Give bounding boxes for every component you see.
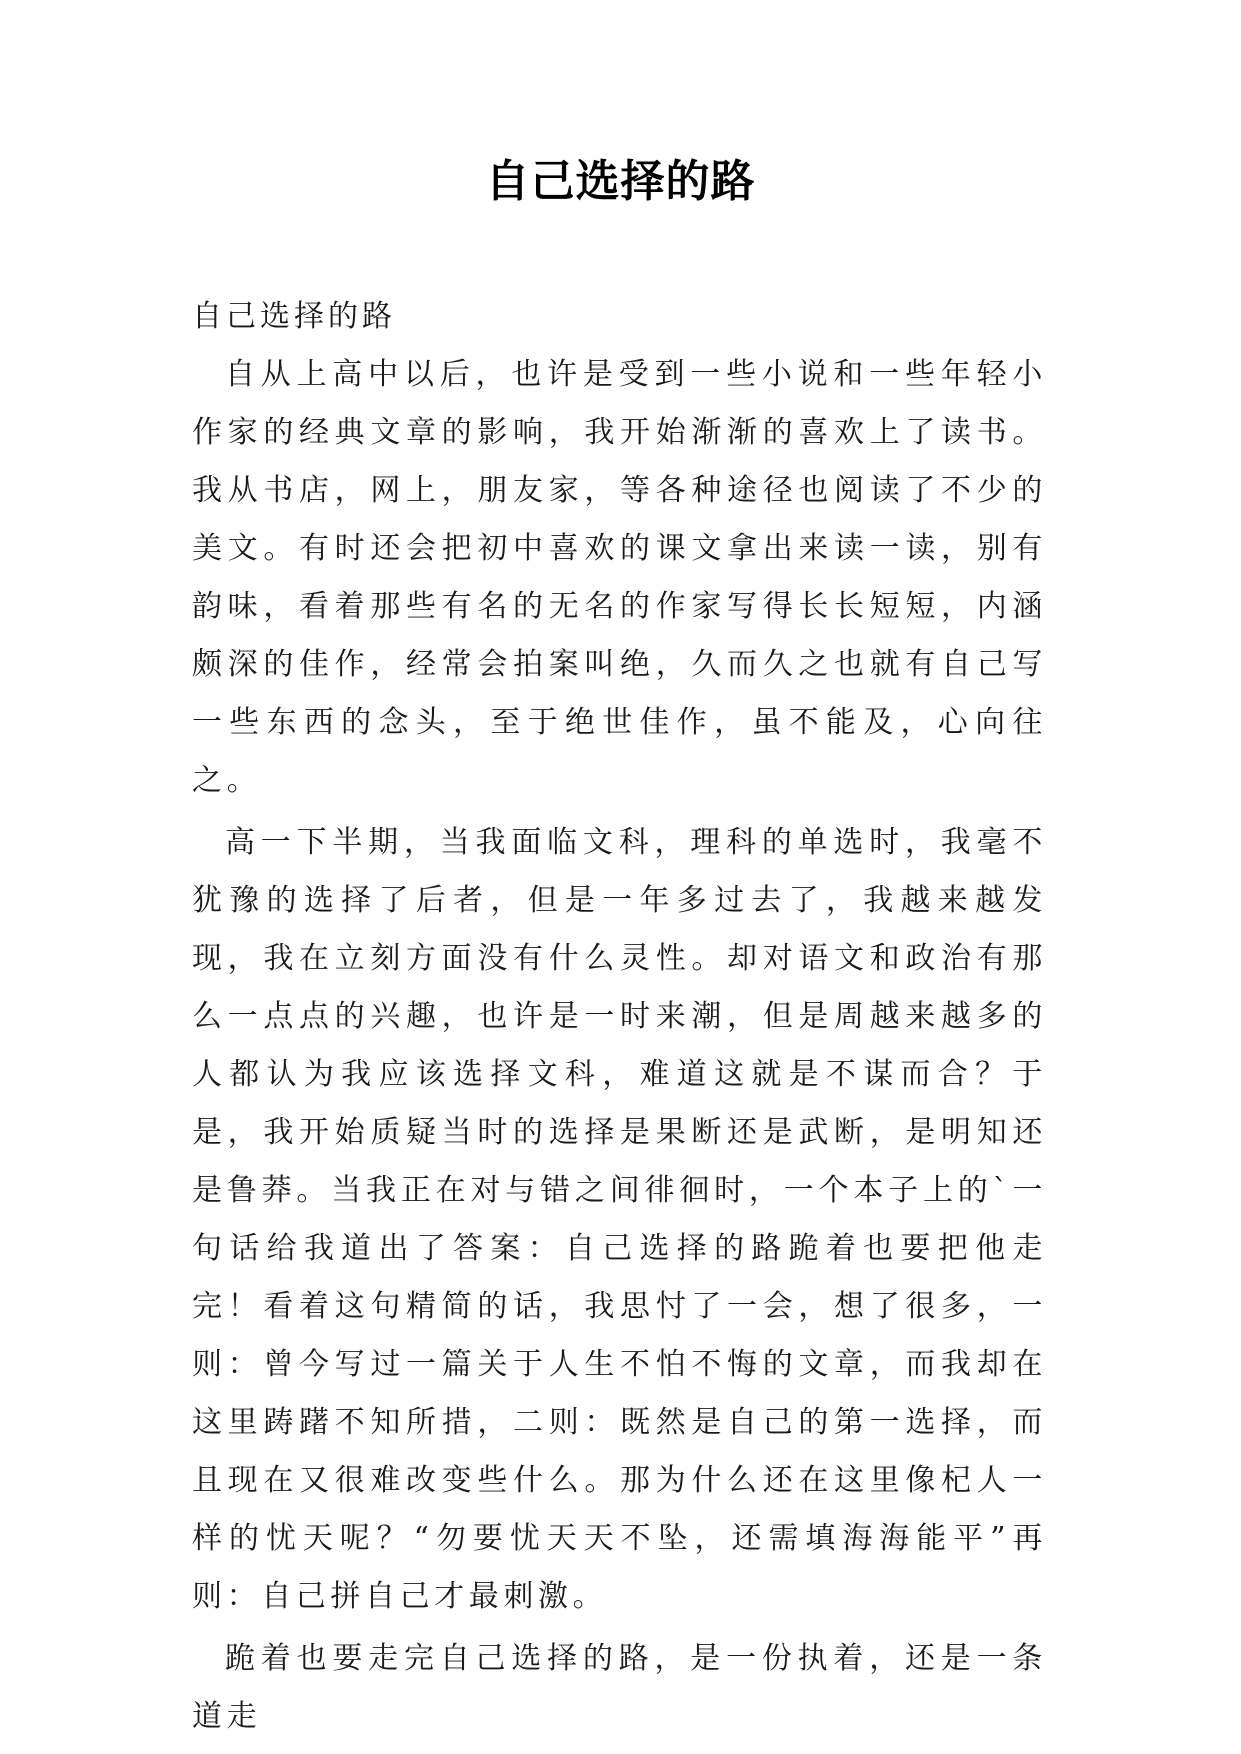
document-title: 自己选择的路 — [485, 156, 756, 207]
document-body — [192, 288, 1047, 1746]
paragraph-1: 自从上高中以后，也许是受到一些小说和一些年轻小作家的经典文章的影响，我开始渐渐的喜欢上了读书。我从书店，网上，朋友家，等各种途径也阅读了不少的美文。有时还会把初中喜欢的课文拿出来读一读，别有韵味，看着那些有名的无名的作家写得长长短短，内涵颇深的佳作，经常会拍案叫绝，久而久之也就有自己写一些东西的念头，至于绝世佳作，虽不能及，心向往之。 — [192, 357, 1047, 798]
document-subtitle: 自己选择的路 — [192, 299, 396, 334]
paragraph-2: 高一下半期，当我面临文科，理科的单选时，我毫不犹豫的选择了后者，但是一年多过去了，我越来越发现，我在立刻方面没有什么灵性。却对语文和政治有那么一点点的兴趣，也许是一时来潮，但是周越来越多的人都认为我应该选择文科，难道这就是不谋而合？于是，我开始质疑当时的选择是果断还是武断，是明知还是鲁莽。当我正在对与错之间徘徊时，一个本子上的`一句话给我道出了答案：自己选择的路跪着也要把他走完！看着这句精简的话，我思忖了一会，想了很多，一则：曾今写过一篇关于人生不怕不悔的文章，而我却在这里踌躇不知所措，二则：既然是自己的第一选择，而且现在又很难改变些什么。那为什么还在这里像杞人一样的忧天呢？“勿要忧天天不坠，还需填海海能平”再则：自己拼自己才最刺激。 — [192, 825, 1047, 1614]
paragraph-3: 跪着也要走完自己选择的路，是一份执着，还是一条道走 — [192, 1641, 1047, 1734]
